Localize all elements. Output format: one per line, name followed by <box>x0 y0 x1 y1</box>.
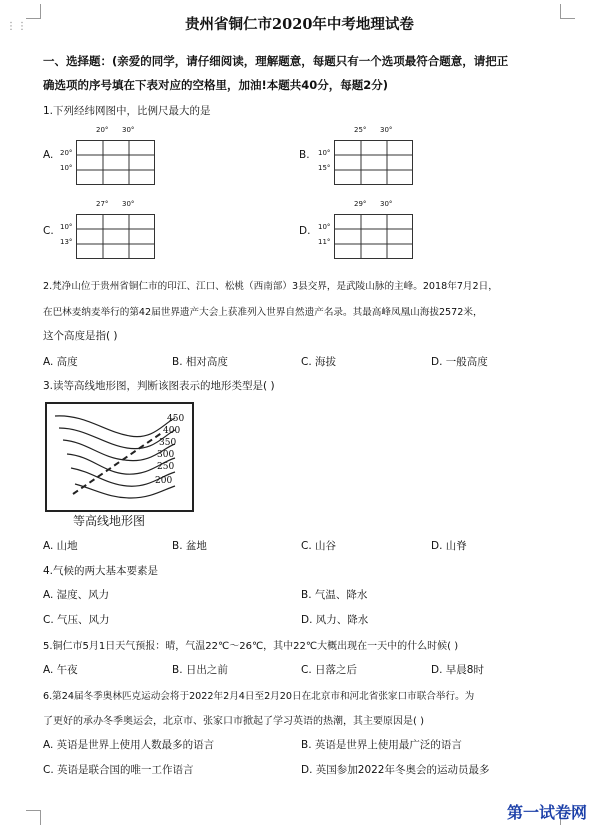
latitude-label: 10° <box>60 164 73 172</box>
lat-lon-grid-d <box>316 200 426 262</box>
option: D. 风力、降水 <box>301 614 369 626</box>
question-stem: 4.气候的两大基本要素是 <box>43 565 159 577</box>
option: C. 日落之后 <box>301 664 358 676</box>
longitude-label: 25° <box>354 126 367 134</box>
option: A. 山地 <box>43 540 78 552</box>
question-stem: 了更好的承办冬季奥运会，北京市、张家口市掀起了学习英语的热潮，其主要原因是( ) <box>43 716 424 727</box>
question-stem: 5.铜仁市5月1日天气预报：晴，气温22℃～26℃，其中22℃大概出现在一天中的什么时候( ) <box>43 641 459 652</box>
option-letter: D. <box>299 225 311 237</box>
option: B. 盆地 <box>172 540 207 552</box>
latitude-label: 10° <box>318 149 331 157</box>
contour-label: 250 <box>157 462 175 472</box>
longitude-label: 20° <box>96 126 109 134</box>
option: B. 相对高度 <box>172 356 228 368</box>
longitude-label: 27° <box>96 200 109 208</box>
option: B. 日出之前 <box>172 664 228 676</box>
option: B. 气温、降水 <box>301 589 368 601</box>
question-stem: 1.下列经纬网图中，比例尺最大的是 <box>43 105 211 117</box>
lat-lon-grid-a <box>58 126 168 188</box>
option-letter: A. <box>43 149 54 161</box>
option: C. 山谷 <box>301 540 337 552</box>
question-stem: 3.读等高线地形图，判断该图表示的地形类型是( ) <box>43 380 275 392</box>
question-stem: 在巴林麦纳麦举行的第42届世界遗产大会上获准列入世界自然遗产名录。其最高峰凤凰山海拔2572米， <box>43 307 483 318</box>
contour-label: 400 <box>163 426 181 436</box>
option: C. 英语是联合国的唯一工作语言 <box>43 764 194 776</box>
option-letter: C. <box>43 225 54 237</box>
question-stem: 2.梵净山位于贵州省铜仁市的印江、江口、松桃（西南部）3县交界，是武陵山脉的主峰。2018年7月2日， <box>43 281 498 292</box>
longitude-label: 30° <box>122 126 135 134</box>
longitude-label: 29° <box>354 200 367 208</box>
option: A. 午夜 <box>43 664 78 676</box>
option: C. 气压、风力 <box>43 614 110 626</box>
contour-label: 450 <box>167 414 185 424</box>
contour-label: 200 <box>155 476 173 486</box>
question-stem: 6.第24届冬季奥林匹克运动会将于2022年2月4日至2月20日在北京市和河北省张家口市联合举行。为 <box>43 691 475 702</box>
option: A. 英语是世界上使用人数最多的语言 <box>43 739 215 751</box>
option: C. 海拔 <box>301 356 337 368</box>
longitude-label: 30° <box>122 200 135 208</box>
option: D. 一般高度 <box>431 356 488 368</box>
latitude-label: 15° <box>318 164 331 172</box>
option: D. 英国参加2022年冬奥会的运动员最多 <box>301 764 490 776</box>
latitude-label: 10° <box>60 223 73 231</box>
option: B. 英语是世界上使用最广泛的语言 <box>301 739 462 751</box>
section-instruction: 一、选择题：(亲爱的同学，请仔细阅读，理解题意，每题只有一个选项最符合题意，请把正 <box>43 54 509 68</box>
figure-caption: 等高线地形图 <box>73 514 146 528</box>
question-stem: 这个高度是指( ) <box>43 330 118 342</box>
section-instruction: 确选项的序号填在下表对应的空格里，加油!本题共40分，每题2分) <box>43 78 389 92</box>
option: A. 高度 <box>43 356 78 368</box>
option: D. 早晨8时 <box>431 664 484 676</box>
watermark-logo: 第一试卷网 <box>506 803 587 822</box>
drag-handle-icon[interactable]: ⋮⋮ <box>6 21 28 32</box>
contour-map-figure <box>45 402 195 530</box>
crop-mark <box>26 810 41 825</box>
page-title: 贵州省铜仁市2020年中考地理试卷 <box>185 16 414 33</box>
option: A. 湿度、风力 <box>43 589 110 601</box>
contour-label: 350 <box>159 438 177 448</box>
latitude-label: 10° <box>318 223 331 231</box>
latitude-label: 11° <box>318 238 331 246</box>
contour-label: 300 <box>157 450 175 460</box>
latitude-label: 20° <box>60 149 73 157</box>
longitude-label: 30° <box>380 200 393 208</box>
longitude-label: 30° <box>380 126 393 134</box>
latitude-label: 13° <box>60 238 73 246</box>
lat-lon-grid-b <box>316 126 426 188</box>
option-letter: B. <box>299 149 310 161</box>
option: D. 山脊 <box>431 540 467 552</box>
lat-lon-grid-c <box>58 200 168 262</box>
